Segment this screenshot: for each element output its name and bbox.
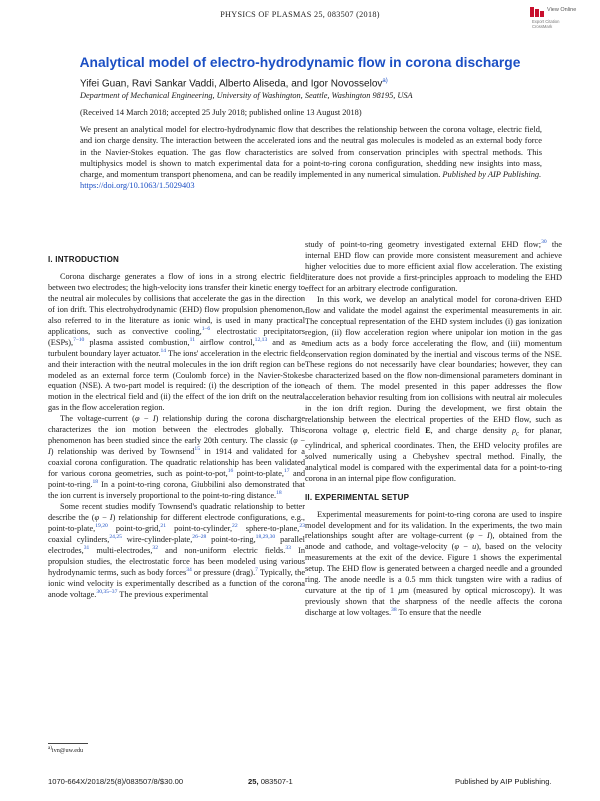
affiliation: Department of Mechanical Engineering, University of Washington, Seattle, Washington 98195, USA	[80, 91, 413, 100]
footer-publisher: Published by AIP Publishing.	[455, 777, 552, 786]
footer-issn: 1070-664X/2018/25(8)/083507/8/$30.00	[48, 777, 184, 786]
abstract-text: We present an analytical model for electro-hydrodynamic flow that describes the relationship between the corona voltage, electric field, and ion charge density. The interaction between the accelerated ions and the neutral gas molecules is modeled as an external body force in the Navier-Stokes equation. The gas flow characteristics are solved from conservation principles with spectral methods. This multiphysics model is shown to match experimental data for a point-to-ring corona configuration, shedding new insights into mass, charge, and momentum transport phenomena, and can be readily implemented in any numerical simulation.	[80, 125, 542, 180]
footnote	[48, 746, 83, 754]
section-heading-experimental-setup: II. EXPERIMENTAL SETUP	[305, 492, 410, 502]
logo-text: View Online	[547, 7, 577, 13]
abstract	[80, 124, 542, 192]
doi-link[interactable]: https://doi.org/10.1063/1.5029403	[80, 181, 195, 191]
footnote-divider	[48, 743, 88, 744]
body-paragraph: Corona discharge generates a flow of ions in a strong electric field between two electrodes; the high-velocity ions transfer their kinetic energy to the neutral air molecules by collisions that accelerate the gas in the direction of ion drift. This electrohydrodynamic (EHD) flow propulsion phenomenon, also referred to in the literature as ionic wind, is used in many practical applications, such as convective cooling,$^{1-6}$ electrostatic precipitators (ESPs),$^{7-10}$ plasma assisted combustion,$^{11}$ airflow control,$^{12,13}$ and as a turbulent boundary layer actuator.$^{14}$ The ions' acceleration in the electric field and their interaction with the neutral molecules in the ion drift region can be modeled as an external force term (Coulomb force) in the Navier-Stokes equation (NSE). A two-part model is required: (i) the description of the ion motion in the electrical field and (ii) the effect of the ion drift on the neutral gas in the flow acceleration region.	[48, 271, 305, 413]
footer-page	[248, 777, 293, 786]
author-footnote-mark[interactable]: a)	[382, 78, 388, 84]
author-list	[80, 78, 388, 89]
footnote-mark: a)	[48, 746, 52, 751]
authors-text: Yifei Guan, Ravi Sankar Vaddi, Alberto Aliseda, and Igor Novosselov	[80, 78, 383, 90]
body-paragraph: Experimental measurements for point-to-ring corona are used to inspire model development and for its validation. In the experiments, the two main relationships sought after are voltage-current (φ − I), obtained from the anode and cathode, and voltage-velocity (φ − u), based on the velocity measurements at the exit of the device. Figure 1 shows the experimental setup. The EHD flow is generated between a charged needle and a grounded ring. The anode needle is a 0.5 mm thick tungsten wire with a radius of curvature at the tip of 1 μm (measured by optical microscopy). It was previously shown that the sharpness of the needle affects the corona discharge at low voltages.$^{38}$ To ensure that the needle	[305, 509, 563, 618]
body-paragraph: The voltage-current (φ − I) relationship during the corona discharge characterizes the ion motion between the electrodes globally. This phenomenon has been studied since the early 20th century. The classic (φ − I) relationship was derived by Townsend$^{15}$ in 1914 and validated for a coaxial corona configuration. The quadratic relationship has been validated for various corona geometries, such as point-to-pot,$^{16}$ point-to-plate,$^{17}$ and point-to-ring.$^{18}$ In a point-to-ring corona, Giubbilini also demonstrated that the ion current is inversely proportional to the point-to-ring distance.$^{18}$	[48, 414, 306, 501]
body-paragraph: Some recent studies modify Townsend's quadratic relationship to better describe the (φ − I) relationship for different electrode configurations, e.g., point-to-plate,$^{19,20}$ point-to-grid,$^{21}$ point-to-cylinder,$^{22}$ sphere-to-plane,$^{23}$ coaxial cylinders,$^{24,25}$ wire-cylinder-plate,$^{26-28}$ point-to-ring,$^{18,29,30}$ parallel electrodes,$^{31}$ multi-electrodes,$^{32}$ and non-uniform electric fields.$^{33}$ In propulsion studies, the electrostatic force has been modeled using various hydrodynamic terms, such as body forces$^{34}$ or pressure (drag).$^7$ Typically, the ionic wind velocity is experimentally described as a function of the corona anode voltage.$^{30,35-37}$ The previous experimental	[48, 501, 305, 599]
journal-header: PHYSICS OF PLASMAS 25, 083507 (2018)	[220, 10, 380, 19]
received-dates: (Received 14 March 2018; accepted 25 July 2018; published online 13 August 2018)	[80, 108, 362, 117]
body-paragraph: In this work, we develop an analytical model for corona-driven EHD flow and validate the model against the experimental measurements in air. The conceptual representation of the EHD system includes (i) gas ionization region, (ii) flow acceleration region where unipolar ion motion in the gas medium acts as a body force accelerating the flow, and (iii) momentum conservation region dominated by the inertial and viscous terms of the NSE. These regions do not necessarily have clear boundaries; however, they can be characterized based on the flow non-dimensional parameters dominant in each of them. The model presented in this paper addresses the flow acceleration behavior resulting from ion collisions with neutral air molecules in the ion drift region. During the development, we first obtain the relationship between the electrical properties of the EHD flow, such as corona voltage φ, electric field E, and charge density $\rho_c$ for planar, cylindrical, and spherical coordinates. Then, the EHD velocity profiles are solved numerically using a Chebyshev spectral method. Finally, the analytical model is compared with the experimental data for a point-to-ring corona in an internal pipe flow configuration.	[305, 294, 562, 483]
footnote-email[interactable]: ivn@uw.edu	[51, 747, 84, 755]
paper-title: Analytical model of electro-hydrodynamic flow in corona discharge	[79, 55, 521, 70]
logo-sub: Export Citation CrossMark	[532, 19, 560, 29]
footer-volume: 25,	[248, 777, 259, 786]
body-paragraph: study of point-to-ring geometry investigated external EHD flow;$^{30}$ the internal EHD flow can provide more consistent measurement and achieve higher velocities due to more efficient axial flow acceleration. The existing literature does not provide a first-principles approach to modeling the EHD effect for an arbitrary electrode configuration.	[305, 239, 562, 293]
section-heading-introduction: I. INTRODUCTION	[48, 255, 119, 264]
footer-page-number: 083507-1	[260, 777, 293, 786]
aip-logo-icon	[530, 6, 546, 18]
left-column	[48, 251, 305, 601]
view-online-logo[interactable]	[530, 6, 578, 32]
right-column	[305, 240, 562, 619]
abstract-publisher: Published by AIP Publishing.	[442, 170, 542, 180]
